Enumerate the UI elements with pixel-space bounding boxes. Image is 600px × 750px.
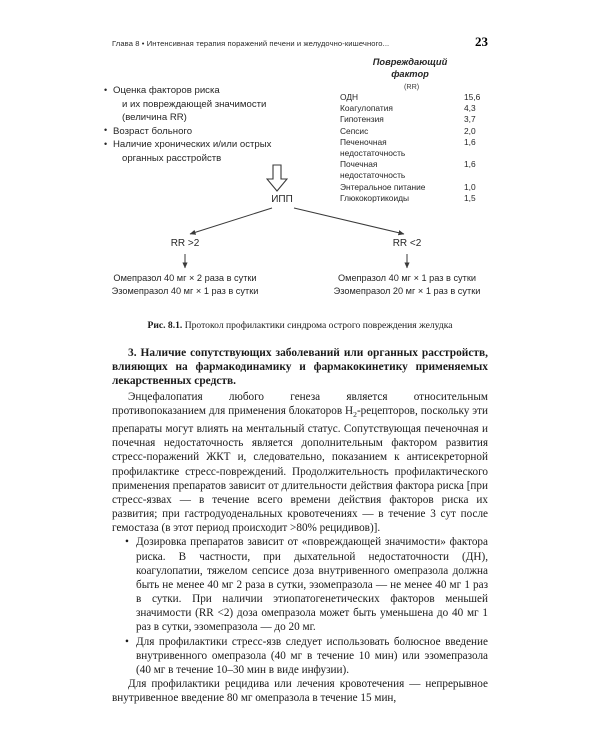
paragraph-subscript: 2 bbox=[353, 410, 357, 419]
factor-row bbox=[340, 159, 490, 170]
factor-row bbox=[340, 103, 490, 114]
risk-list-item bbox=[104, 84, 344, 125]
figure-caption bbox=[112, 320, 488, 332]
dose-block-right bbox=[307, 272, 507, 297]
factor-row bbox=[340, 114, 490, 125]
section-bullet-list bbox=[112, 535, 488, 677]
factor-name: Коагулопатия bbox=[340, 103, 393, 114]
bullet-item: • Дозировка препаратов зависит от «повреждающей значимости» фактора риска. В частности, при дыхательной недостаточности (ДН), коагулопатии, тяжелом сепсисе доза внутривенного омепразола должна быть не менее 40 мг 2 раза в сутки, эзомепразола — не менее 40 мг 1 раз в сутки. При наличии этиопатогенетических факторов меньшей значимости (RR <2) доза омепразола может быть уменьшена до 40 мг 1 раз в сутки, эзомепразола — до 20 мг. bbox=[112, 535, 488, 634]
body-content bbox=[112, 346, 488, 705]
risk-item-line: (величина RR) bbox=[122, 112, 187, 124]
risk-list-item bbox=[104, 138, 344, 165]
risk-item-line: • Оценка факторов риска bbox=[113, 85, 220, 96]
factor-rr-value: 1,0 bbox=[464, 181, 476, 192]
paragraph-part1: Энцефалопатия любого генеза является относительным противопоказанием для применения блокаторов H bbox=[112, 390, 488, 417]
factor-name: Глюкокортикоиды bbox=[340, 192, 410, 203]
dose-block-left bbox=[85, 272, 285, 297]
branch-label-right: RR <2 bbox=[392, 238, 422, 249]
risk-list-item bbox=[104, 125, 344, 139]
down-block-arrow-icon bbox=[266, 164, 288, 197]
node-label-ipp: ИПП bbox=[271, 194, 293, 205]
factor-rr-value: 3,7 bbox=[464, 114, 476, 125]
factor-rr-value: 1,6 bbox=[464, 136, 476, 147]
factor-column-header bbox=[340, 56, 480, 80]
figure-caption-label: Рис. 8.1. bbox=[147, 320, 183, 331]
factor-row bbox=[340, 137, 490, 148]
factor-name-continuation: недостаточность bbox=[340, 170, 406, 181]
section-heading: 3. Наличие сопутствующих заболеваний или органных расстройств, влияющих на фармакодинамику и фармакокинетику применяемых лекарственных средств. bbox=[112, 347, 488, 388]
factor-name: Энтеральное питание bbox=[340, 181, 426, 192]
factor-name: Печеночная bbox=[340, 136, 387, 147]
dose-right-line2: Эзомепразол 20 мг × 1 раз в сутки bbox=[333, 285, 481, 296]
factor-name: ОДН bbox=[340, 92, 359, 102]
factor-name: Почечная bbox=[340, 159, 378, 170]
bullet-item: • Для профилактики стресс-язв следует использовать болюсное введение внутривенного омепразола (40 мг в течение 10 мин) или эзомепразола (40 мг в течение 10–30 мин в виде инфузии). bbox=[112, 635, 488, 677]
factor-row bbox=[340, 182, 490, 193]
factor-name: Сепсис bbox=[340, 125, 369, 136]
factor-name: Гипотензия bbox=[340, 114, 384, 125]
figure-caption-text: Протокол профилактики синдрома острого повреждения желудка bbox=[182, 320, 453, 331]
closing-paragraph: Для профилактики рецидива или лечения кровотечения — непрерывное внутривенное введение 80 мг омепразола в течение 15 мин, bbox=[112, 677, 488, 705]
page-number: 23 bbox=[475, 34, 488, 49]
factor-rr-value: 1,5 bbox=[464, 192, 476, 203]
risk-item-line: и их повреждающей значимости bbox=[122, 98, 267, 110]
factor-row bbox=[340, 193, 490, 204]
dose-right-line1: Омепразол 40 мг × 1 раз в сутки bbox=[337, 273, 477, 283]
factor-header-line2: фактор bbox=[391, 69, 429, 79]
factor-row bbox=[340, 92, 490, 103]
running-head bbox=[112, 34, 488, 50]
running-head-title: Глава 8 • Интенсивная терапия поражений печени и желудочно-кишечного... bbox=[112, 39, 390, 48]
factor-rr-value: 1,6 bbox=[464, 159, 476, 170]
dose-left-line2: Эзомепразол 40 мг × 1 раз в сутки bbox=[111, 285, 259, 296]
risk-assessment-list bbox=[104, 84, 344, 166]
factor-table bbox=[340, 92, 490, 204]
risk-item-line: органных расстройств bbox=[122, 152, 222, 164]
risk-item-line: • Возраст больного bbox=[113, 125, 193, 137]
factor-rr-value: 4,3 bbox=[464, 103, 476, 114]
factor-rr-value: 2,0 bbox=[464, 125, 476, 136]
figure-protocol-diagram bbox=[104, 56, 496, 316]
factor-rr-value: 15,6 bbox=[464, 92, 481, 102]
dose-left-line1: Омепразол 40 мг × 2 раза в сутки bbox=[113, 273, 257, 283]
factor-header-line1: Повреждающий bbox=[372, 57, 448, 67]
branch-label-left: RR >2 bbox=[170, 238, 200, 249]
section-paragraph bbox=[112, 390, 488, 536]
factor-row bbox=[340, 126, 490, 137]
risk-item-line: • Наличие хронических и/или острых bbox=[113, 139, 272, 151]
factor-name-continuation: недостаточность bbox=[340, 148, 406, 159]
paragraph-part2: -рецепторов, поскольку эти препараты могут влиять на ментальный статус. Сопутствующая печеночная и почечная недостаточность является дополнительным фактором развития стресс-поражений ЖКТ и, следовательно, показанием к антисекреторной профилактике стресс-повреждений. Продолжительность профилактического применения препаратов зависит от длительности действия фактора риска [при стресс-язвах — в течение всего времени действия факторов риска их развития; при гастродуоденальных кровотечениях — в течение 3 сут после гемостаза (в этот период происходит >80% рецидивов)]. bbox=[112, 404, 488, 535]
rr-column-header: (RR) bbox=[404, 82, 420, 91]
